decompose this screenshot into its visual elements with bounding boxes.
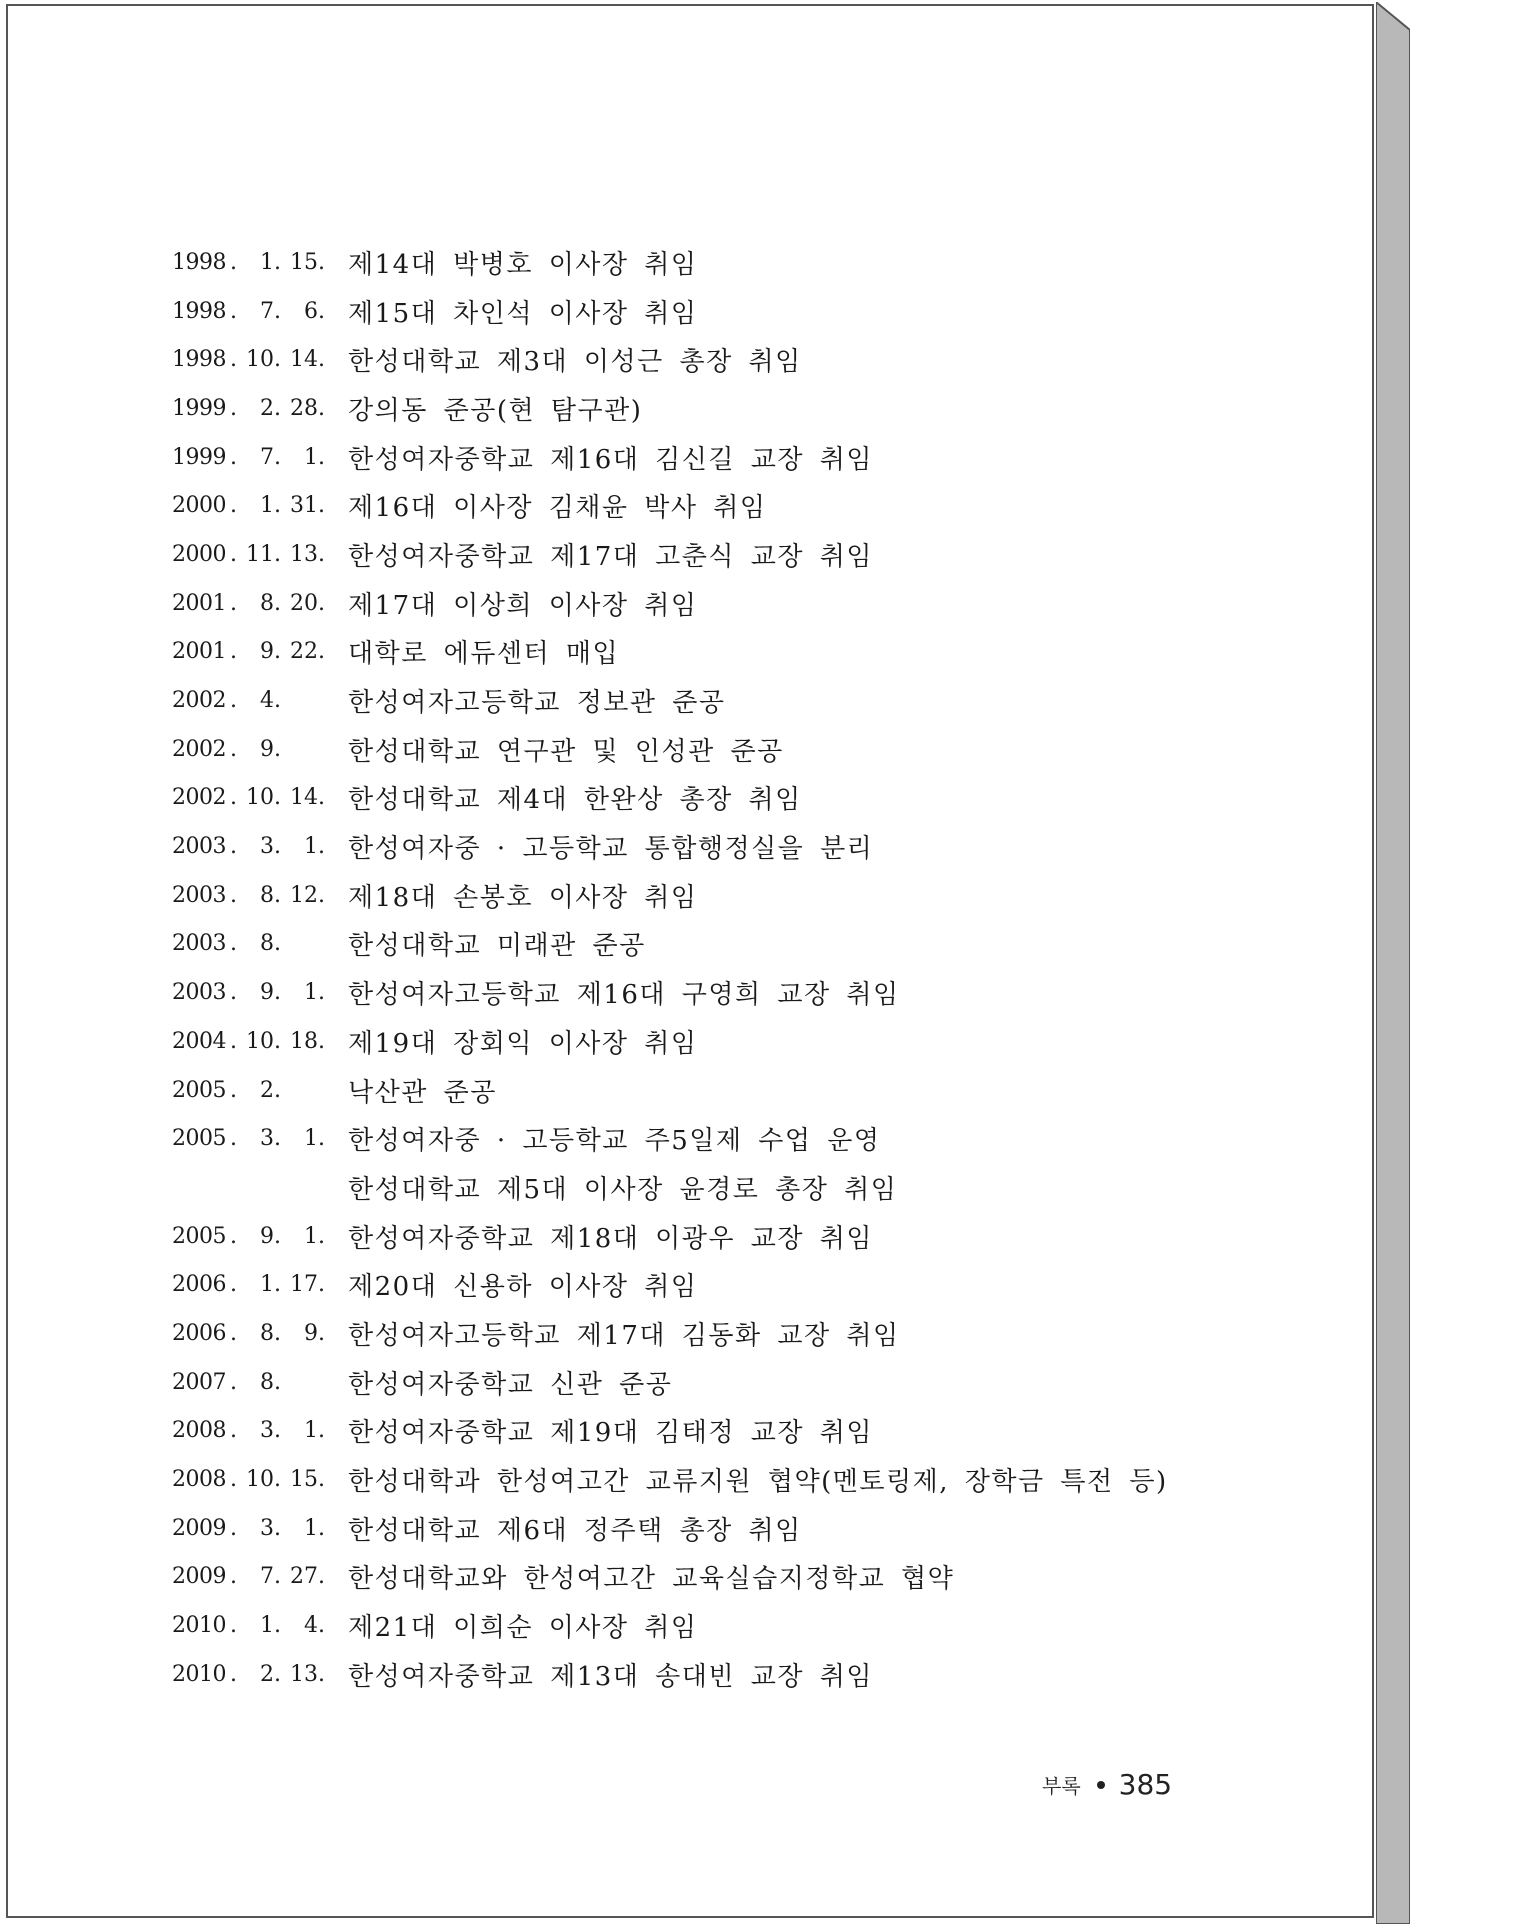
entry-month-separator: . [274, 395, 281, 421]
entry-month-separator: . [274, 1223, 281, 1249]
entry-event: 한성여자중학교 제17대 고춘식 교장 취임 [348, 541, 873, 572]
timeline-entry [172, 1114, 1168, 1163]
entry-day-separator: . [318, 785, 325, 811]
entry-month: 10 [246, 347, 274, 373]
entry-month: 1 [260, 249, 274, 275]
entry-day: 1 [304, 1223, 318, 1249]
entry-day: 20 [290, 590, 318, 616]
entry-year: 2004 [172, 1028, 226, 1054]
book-edge [1376, 2, 1410, 1924]
entry-year: 1999 [172, 395, 226, 421]
entry-event: 한성여자중학교 신관 준공 [348, 1369, 673, 1400]
entry-month-separator: . [274, 541, 281, 567]
entry-year-separator: . [230, 1613, 237, 1639]
entry-month: 10 [246, 1467, 274, 1493]
entry-month: 3 [260, 1418, 274, 1444]
timeline-entry [172, 1260, 1168, 1309]
entry-event: 한성여자고등학교 제16대 구영희 교장 취임 [348, 980, 900, 1011]
entry-event: 한성대학교와 한성여고간 교육실습지정학교 협약 [348, 1564, 955, 1595]
entry-day-separator: . [318, 980, 325, 1006]
entry-day-separator: . [318, 395, 325, 421]
entry-month: 2 [260, 1077, 274, 1103]
entry-day-separator: . [318, 1320, 325, 1346]
entry-month-separator: . [274, 1028, 281, 1054]
entry-month: 8 [260, 882, 274, 908]
entry-month-separator: . [274, 688, 281, 714]
entry-month-separator: . [274, 1320, 281, 1346]
entry-month-separator: . [274, 249, 281, 275]
entry-year: 2010 [172, 1661, 226, 1687]
entry-day: 14 [290, 785, 318, 811]
entry-day: 9 [304, 1320, 318, 1346]
entry-day-separator: . [318, 882, 325, 908]
entry-event: 강의동 준공(현 탐구관) [348, 395, 643, 426]
entry-year: 1999 [172, 444, 226, 470]
entry-month: 4 [260, 688, 274, 714]
entry-year: 2009 [172, 1515, 226, 1541]
entry-day-separator: . [318, 1126, 325, 1152]
entry-day: 28 [290, 395, 318, 421]
entry-year: 2008 [172, 1467, 226, 1493]
entry-year: 2002 [172, 785, 226, 811]
entry-month-separator: . [274, 980, 281, 1006]
entry-month-separator: . [274, 1077, 281, 1103]
entry-year-separator: . [230, 1564, 237, 1590]
entry-month-separator: . [274, 347, 281, 373]
entry-day: 18 [290, 1028, 318, 1054]
entry-day-separator: . [318, 834, 325, 860]
entry-year-separator: . [230, 1661, 237, 1687]
entry-year: 2002 [172, 688, 226, 714]
entry-day: 6 [304, 298, 318, 324]
entry-day: 14 [290, 347, 318, 373]
entry-month: 3 [260, 1126, 274, 1152]
entry-month-separator: . [274, 639, 281, 665]
entry-event: 한성대학과 한성여고간 교류지원 협약(멘토링제, 장학금 특전 등) [348, 1467, 1168, 1498]
entry-month: 7 [260, 1564, 274, 1590]
entry-month: 9 [260, 980, 274, 1006]
entry-event: 낙산관 준공 [348, 1077, 497, 1108]
entry-day: 15 [290, 1467, 318, 1493]
entry-day-separator: . [318, 249, 325, 275]
entry-year: 2009 [172, 1564, 226, 1590]
timeline-entry [172, 676, 1168, 725]
entry-month: 1 [260, 493, 274, 519]
entry-year-separator: . [230, 298, 237, 324]
footer-bullet-icon [1097, 1781, 1105, 1789]
timeline-entry [172, 1553, 1168, 1602]
timeline-entry [172, 579, 1168, 628]
entry-month: 9 [260, 639, 274, 665]
entry-year: 2000 [172, 541, 226, 567]
entry-month: 1 [260, 1272, 274, 1298]
entry-day: 22 [290, 639, 318, 665]
entry-year: 2002 [172, 736, 226, 762]
entry-day-separator: . [318, 1418, 325, 1444]
timeline-entry [172, 871, 1168, 920]
timeline-entry [172, 1650, 1168, 1699]
entry-year: 2001 [172, 639, 226, 665]
timeline-list [172, 238, 1168, 1699]
entry-month: 11 [246, 541, 274, 567]
entry-day: 13 [290, 1661, 318, 1687]
entry-year-separator: . [230, 639, 237, 665]
entry-event: 한성여자중학교 제19대 김태정 교장 취임 [348, 1418, 873, 1449]
entry-year: 2005 [172, 1077, 226, 1103]
entry-year: 2008 [172, 1418, 226, 1444]
entry-year: 2003 [172, 882, 226, 908]
entry-year: 2003 [172, 931, 226, 957]
timeline-entry [172, 530, 1168, 579]
entry-day-separator: . [318, 1564, 325, 1590]
entry-month-separator: . [274, 834, 281, 860]
timeline-entry [172, 1212, 1168, 1261]
entry-month: 8 [260, 931, 274, 957]
entry-year-separator: . [230, 1515, 237, 1541]
entry-year-separator: . [230, 1223, 237, 1249]
footer-section-label: 부록 [1042, 1774, 1081, 1798]
entry-year-separator: . [230, 882, 237, 908]
entry-month: 10 [246, 1028, 274, 1054]
timeline-entry [172, 433, 1168, 482]
entry-day-separator: . [318, 1272, 325, 1298]
entry-year-separator: . [230, 1418, 237, 1444]
entry-year-separator: . [230, 834, 237, 860]
entry-day: 15 [290, 249, 318, 275]
entry-day-separator: . [318, 1223, 325, 1249]
entry-year: 2000 [172, 493, 226, 519]
entry-year-separator: . [230, 1369, 237, 1395]
entry-month-separator: . [274, 298, 281, 324]
entry-day-separator: . [318, 444, 325, 470]
timeline-entry [172, 774, 1168, 823]
entry-day: 1 [304, 1418, 318, 1444]
entry-year-separator: . [230, 736, 237, 762]
entry-day-separator: . [318, 298, 325, 324]
entry-day: 1 [304, 1515, 318, 1541]
entry-event: 한성대학교 연구관 및 인성관 준공 [348, 736, 784, 767]
page-footer [1042, 1768, 1172, 1801]
entry-day: 27 [290, 1564, 318, 1590]
timeline-entry [172, 628, 1168, 677]
entry-day: 1 [304, 834, 318, 860]
entry-month-separator: . [274, 1661, 281, 1687]
entry-month-separator: . [274, 931, 281, 957]
entry-year-separator: . [230, 541, 237, 567]
entry-month-separator: . [274, 1126, 281, 1152]
timeline-entry [172, 1601, 1168, 1650]
entry-day-separator: . [318, 1613, 325, 1639]
entry-event: 한성여자고등학교 정보관 준공 [348, 688, 726, 719]
entry-year-separator: . [230, 1272, 237, 1298]
entry-day-separator: . [318, 590, 325, 616]
entry-day-separator: . [318, 541, 325, 567]
page-number: 385 [1118, 1768, 1173, 1801]
entry-month: 7 [260, 444, 274, 470]
entry-day: 1 [304, 444, 318, 470]
entry-event: 제17대 이상희 이사장 취임 [348, 590, 698, 621]
timeline-entry [172, 335, 1168, 384]
timeline-entry [172, 822, 1168, 871]
entry-year-separator: . [230, 688, 237, 714]
entry-month-separator: . [274, 1369, 281, 1395]
entry-event: 한성대학교 제6대 정주택 총장 취임 [348, 1515, 802, 1546]
timeline-entry [172, 1163, 1168, 1212]
entry-event: 한성여자중 · 고등학교 통합행정실을 분리 [348, 834, 874, 865]
entry-month: 9 [260, 1223, 274, 1249]
entry-event: 한성대학교 제3대 이성근 총장 취임 [348, 347, 802, 378]
entry-month-separator: . [274, 1564, 281, 1590]
entry-month-separator: . [274, 493, 281, 519]
entry-month: 3 [260, 834, 274, 860]
timeline-entry [172, 968, 1168, 1017]
entry-month-separator: . [274, 1418, 281, 1444]
entry-year: 1998 [172, 298, 226, 324]
entry-year: 2006 [172, 1320, 226, 1346]
entry-year-separator: . [230, 1077, 237, 1103]
entry-year: 2006 [172, 1272, 226, 1298]
entry-month-separator: . [274, 736, 281, 762]
entry-event: 대학로 에듀센터 매입 [348, 639, 620, 670]
entry-day: 13 [290, 541, 318, 567]
entry-month-separator: . [274, 882, 281, 908]
entry-event: 한성여자고등학교 제17대 김동화 교장 취임 [348, 1320, 900, 1351]
entry-day: 1 [304, 1126, 318, 1152]
entry-year-separator: . [230, 1467, 237, 1493]
entry-year-separator: . [230, 1028, 237, 1054]
entry-year: 2010 [172, 1613, 226, 1639]
entry-event: 제14대 박병호 이사장 취임 [348, 249, 698, 280]
entry-day-separator: . [318, 347, 325, 373]
entry-year-separator: . [230, 980, 237, 1006]
entry-event: 제19대 장회익 이사장 취임 [348, 1028, 698, 1059]
entry-year: 2005 [172, 1126, 226, 1152]
entry-day-separator: . [318, 1515, 325, 1541]
entry-year-separator: . [230, 493, 237, 519]
entry-month: 3 [260, 1515, 274, 1541]
timeline-entry [172, 287, 1168, 336]
entry-day: 12 [290, 882, 318, 908]
timeline-entry [172, 238, 1168, 287]
entry-event: 한성대학교 제5대 이사장 윤경로 총장 취임 [348, 1174, 898, 1205]
entry-year-separator: . [230, 590, 237, 616]
timeline-entry [172, 1358, 1168, 1407]
entry-event: 한성여자중학교 제13대 송대빈 교장 취임 [348, 1661, 873, 1692]
timeline-entry [172, 1309, 1168, 1358]
timeline-entry [172, 1407, 1168, 1456]
timeline-entry [172, 725, 1168, 774]
entry-month: 8 [260, 1369, 274, 1395]
entry-year-separator: . [230, 1320, 237, 1346]
entry-month-separator: . [274, 1515, 281, 1541]
entry-month: 8 [260, 1320, 274, 1346]
timeline-entry [172, 920, 1168, 969]
entry-event: 한성여자중학교 제16대 김신길 교장 취임 [348, 444, 873, 475]
entry-year-separator: . [230, 785, 237, 811]
entry-year: 1998 [172, 347, 226, 373]
entry-year: 2007 [172, 1369, 226, 1395]
entry-day: 1 [304, 980, 318, 1006]
entry-event: 한성대학교 제4대 한완상 총장 취임 [348, 785, 802, 816]
entry-year-separator: . [230, 444, 237, 470]
entry-month-separator: . [274, 444, 281, 470]
entry-month: 7 [260, 298, 274, 324]
entry-year-separator: . [230, 347, 237, 373]
entry-year-separator: . [230, 931, 237, 957]
entry-event: 한성여자중 · 고등학교 주5일제 수업 운영 [348, 1126, 881, 1157]
timeline-entry [172, 1066, 1168, 1115]
entry-year-separator: . [230, 395, 237, 421]
entry-day: 17 [290, 1272, 318, 1298]
timeline-entry [172, 1017, 1168, 1066]
entry-year-separator: . [230, 249, 237, 275]
entry-event: 한성대학교 미래관 준공 [348, 931, 646, 962]
entry-month: 9 [260, 736, 274, 762]
entry-event: 제21대 이희순 이사장 취임 [348, 1613, 698, 1644]
entry-event: 한성여자중학교 제18대 이광우 교장 취임 [348, 1223, 873, 1254]
entry-day-separator: . [318, 493, 325, 519]
entry-month-separator: . [274, 590, 281, 616]
entry-day-separator: . [318, 1467, 325, 1493]
entry-month: 10 [246, 785, 274, 811]
timeline-entry [172, 1504, 1168, 1553]
entry-event: 제20대 신용하 이사장 취임 [348, 1272, 698, 1303]
entry-day: 31 [290, 493, 318, 519]
entry-month-separator: . [274, 785, 281, 811]
entry-month-separator: . [274, 1272, 281, 1298]
entry-year: 2001 [172, 590, 226, 616]
entry-event: 제15대 차인석 이사장 취임 [348, 298, 698, 329]
entry-month: 1 [260, 1613, 274, 1639]
entry-year: 2003 [172, 980, 226, 1006]
entry-month: 8 [260, 590, 274, 616]
entry-year: 2005 [172, 1223, 226, 1249]
entry-month: 2 [260, 395, 274, 421]
entry-month: 2 [260, 1661, 274, 1687]
entry-month-separator: . [274, 1613, 281, 1639]
entry-day-separator: . [318, 639, 325, 665]
timeline-entry [172, 481, 1168, 530]
timeline-entry [172, 384, 1168, 433]
entry-year-separator: . [230, 1126, 237, 1152]
entry-month-separator: . [274, 1467, 281, 1493]
entry-day: 4 [304, 1613, 318, 1639]
entry-year: 2003 [172, 834, 226, 860]
timeline-entry [172, 1455, 1168, 1504]
entry-event: 제18대 손봉호 이사장 취임 [348, 882, 698, 913]
entry-event: 제16대 이사장 김채윤 박사 취임 [348, 493, 767, 524]
entry-day-separator: . [318, 1028, 325, 1054]
entry-year: 1998 [172, 249, 226, 275]
entry-day-separator: . [318, 1661, 325, 1687]
